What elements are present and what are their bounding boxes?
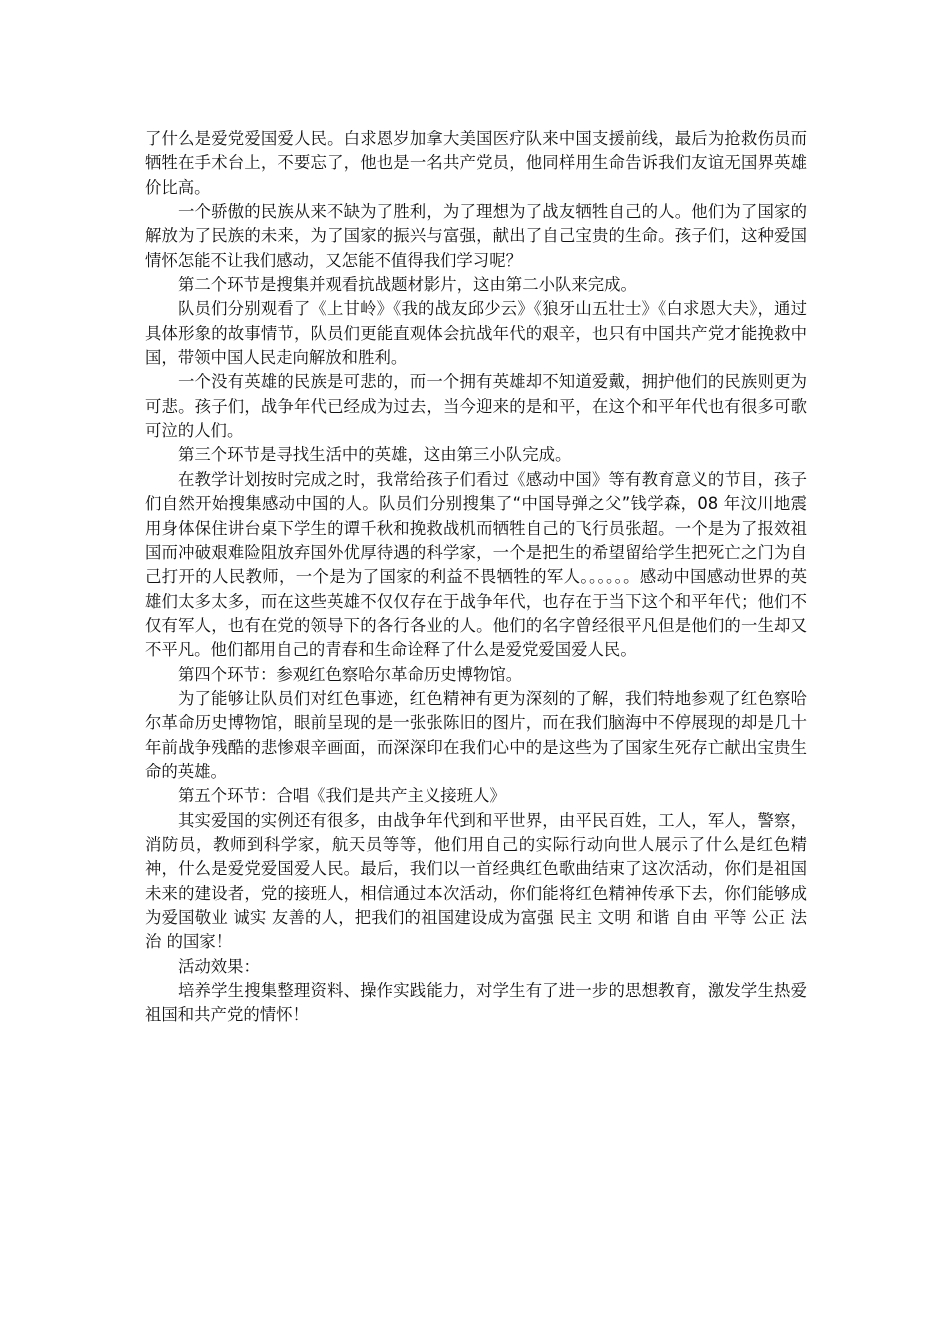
- paragraph-12: 活动效果：: [178, 956, 260, 976]
- paragraph-10: 第五个环节：合唱《我们是共产主义接班人》: [178, 786, 506, 806]
- paragraph-13: 培养学生搜集整理资料、操作实践能力，对学生有了进一步的思想教育，激发学生热爱祖国和共产党的情怀！: [145, 981, 807, 1025]
- paragraph-6: 第三个环节是寻找生活中的英雄，这由第三小队完成。: [178, 445, 572, 465]
- paragraph-11: 其实爱国的实例还有很多，由战争年代到和平世界，由平民百姓，工人，军人，警察，消防员，教师到科学家，航天员等等，他们用自己的实际行动向世人展示了什么是红色精神，什么是爱党爱国爱人民。最后，我们以一首经典红色歌曲结束了这次活动，你们是祖国未来的建设者，党的接班人，相信通过本次活动，你们能将红色精神传承下去，你们能够成为爱国敬业 诚实 友善的人，把我们的祖国建设成为富强 民主 文明 和谐 自由 平等 公正 法治 的国家！: [145, 810, 807, 952]
- paragraph-3: 第二个环节是搜集并观看抗战题材影片，这由第二小队来完成。: [178, 275, 637, 295]
- paragraph-7: 在教学计划按时完成之时，我常给孩子们看过《感动中国》等有教育意义的节目，孩子们自然开始搜集感动中国的人。队员们分别搜集了“中国导弹之父”钱学森，08 年汶川地震用身体保住讲台桌下学生的谭千秋和挽救战机而牺牲自己的飞行员张超。一个是为了报效祖国而冲破艰难险阻放弃国外优厚待遇的科学家，一个是把生的希望留给学生把死亡之门为自己打开的人民教师，一个是为了国家的利益不畏牺牲的军人。。。。。。感动中国感动世界的英雄们太多太多，而在这些英雄不仅仅存在于战争年代，也存在于当下这个和平年代；他们不仅有军人，也有在党的领导下的各行各业的人。他们的名字曾经很平凡但是他们的一生却又不平凡。他们都用自己的青春和生命诠释了什么是爱党爱国爱人民。: [145, 469, 807, 660]
- document-body: [145, 127, 807, 1028]
- paragraph-4: 队员们分别观看了《上甘岭》《我的战友邱少云》《狼牙山五壮士》《白求恩大夫》，通过具体形象的故事情节，队员们更能直观体会抗战年代的艰辛，也只有中国共产党才能挽救中国，带领中国人民走向解放和胜利。: [145, 299, 807, 368]
- paragraph-2: 一个骄傲的民族从来不缺为了胜利，为了理想为了战友牺牲自己的人。他们为了国家的解放为了民族的未来，为了国家的振兴与富强，献出了自己宝贵的生命。孩子们，这种爱国情怀怎能不让我们感动，又怎能不值得我们学习呢？: [145, 202, 807, 270]
- paragraph-9: 为了能够让队员们对红色事迹，红色精神有更为深刻的了解，我们特地参观了红色察哈尔革命历史博物馆，眼前呈现的是一张张陈旧的图片，而在我们脑海中不停展现的却是几十年前战争残酷的悲惨艰辛画面，而深深印在我们心中的是这些为了国家生死存亡献出宝贵生命的英雄。: [145, 688, 807, 781]
- paragraph-5: 一个没有英雄的民族是可悲的，而一个拥有英雄却不知道爱戴，拥护他们的民族则更为可悲。孩子们，战争年代已经成为过去，当今迎来的是和平，在这个和平年代也有很多可歌可泣的人们。: [145, 372, 807, 441]
- paragraph-1: 了什么是爱党爱国爱人民。白求恩岁加拿大美国医疗队来中国支援前线，最后为抢救伤员而牺牲在手术台上，不要忘了，他也是一名共产党员，他同样用生命告诉我们友谊无国界英雄价比高。: [145, 129, 807, 197]
- paragraph-8: 第四个环节：参观红色察哈尔革命历史博物馆。: [178, 664, 523, 684]
